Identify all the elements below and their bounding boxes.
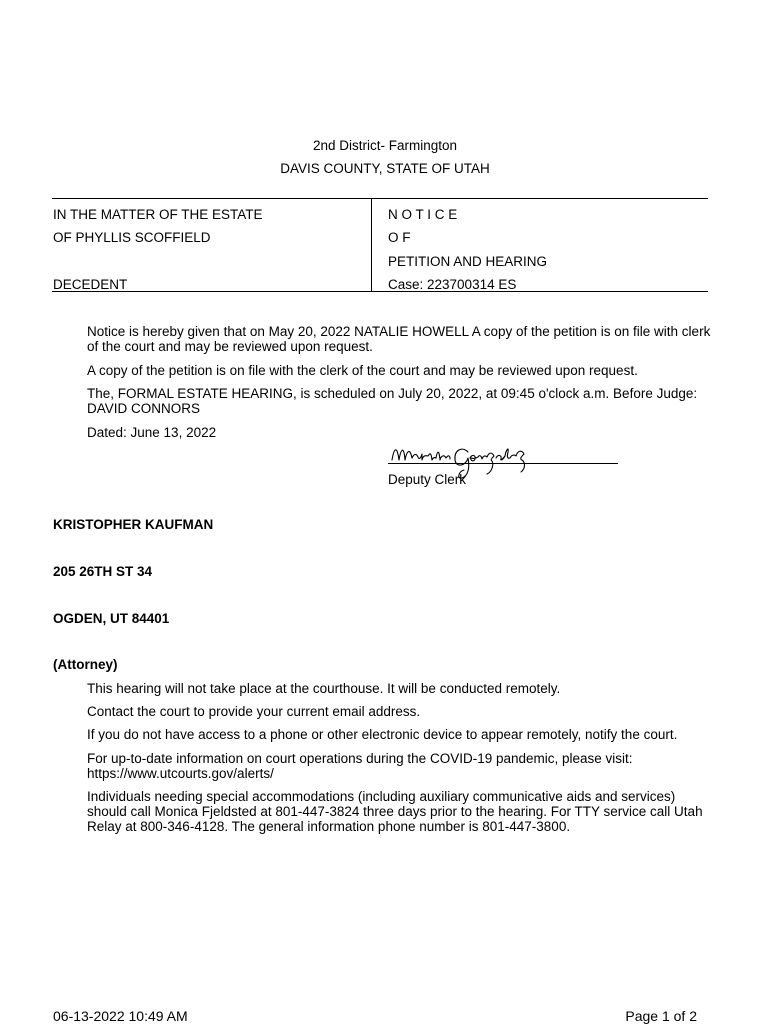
dated-line: Dated: June 13, 2022 [87, 425, 217, 440]
attorney-name: KRISTOPHER KAUFMAN [53, 517, 214, 532]
caption-divider [371, 198, 372, 292]
attorney-address-street: 205 26TH ST 34 [53, 564, 153, 579]
caption-matter-line2: OF PHYLLIS SCOFFIELD [53, 230, 211, 245]
device-notice: If you do not have access to a phone or other electronic device to appear remotely, notify the court. [87, 727, 678, 742]
remote-hearing-notice: This hearing will not take place at the courthouse. It will be conducted remotely. [87, 681, 561, 696]
notice-paragraph: Notice is hereby given that on May 20, 2022 NATALIE HOWELL A copy of the petition is on file with clerk of the court and may be reviewed upon request. [87, 324, 711, 354]
county-state: DAVIS COUNTY, STATE OF UTAH [280, 161, 490, 176]
attorney-role: (Attorney) [53, 657, 118, 672]
caption-notice: N O T I C E [388, 207, 458, 222]
petition-paragraph: A copy of the petition is on file with the clerk of the court and may be reviewed upon request. [87, 363, 638, 378]
caption-bottom-rule [52, 291, 708, 292]
signer-title: Deputy Clerk [388, 472, 467, 487]
caption-top-rule [52, 198, 708, 199]
caption-petition-hearing: PETITION AND HEARING [388, 254, 548, 269]
signature-line [388, 463, 618, 464]
attorney-address-city: OGDEN, UT 84401 [53, 611, 170, 626]
covid-info-notice: For up-to-date information on court operations during the COVID-19 pandemic, please visit: https://www.utcourts.gov/alerts/ [87, 751, 633, 781]
footer-timestamp: 06-13-2022 10:49 AM [53, 1008, 188, 1024]
caption-of: O F [388, 230, 411, 245]
caption-decedent: DECEDENT [53, 277, 128, 292]
caption-matter-line1: IN THE MATTER OF THE ESTATE [53, 207, 263, 222]
court-name: 2nd District- Farmington [312, 138, 458, 153]
email-notice: Contact the court to provide your current email address. [87, 704, 421, 719]
hearing-paragraph: The, FORMAL ESTATE HEARING, is scheduled on July 20, 2022, at 09:45 o'clock a.m. Before Judge: DAVID CONNORS [87, 386, 698, 416]
page-number: Page 1 of 2 [625, 1008, 697, 1024]
case-number: Case: 223700314 ES [388, 277, 517, 292]
accommodations-notice: Individuals needing special accommodations (including auxiliary communicative aids and services) should call Monica Fjeldsted at 801-447-3824 three days prior to the hearing. For TTY service call Utah Relay at 800-346-4128. The general information phone number is 801-447-3800. [87, 789, 703, 834]
